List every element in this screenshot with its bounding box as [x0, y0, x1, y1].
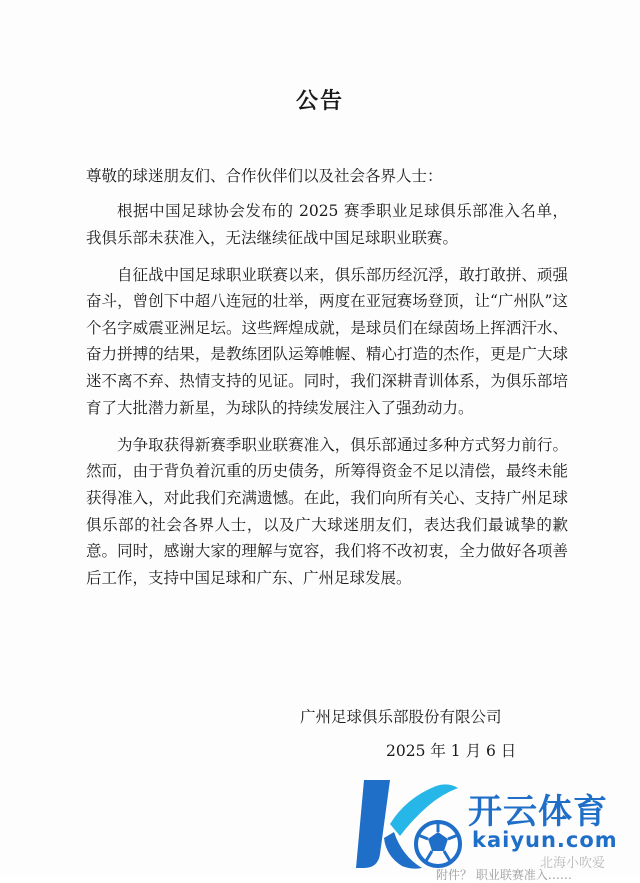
cropped-text: 附件？ 职业联赛准入……: [436, 868, 572, 882]
salutation: 尊敬的球迷朋友们、合作伙伴们以及社会各界人士：: [86, 167, 443, 185]
document-title: 公告: [295, 89, 344, 114]
kaiyun-logo-icon: [350, 772, 468, 877]
paragraph: 自征战中国足球职业联赛以来，俱乐部历经沉浮，敢打敢拼、顽强奋斗，曾创下中超八连冠的壮举，两度在亚冠赛场登顶，让“广州队”这个名字威震亚洲足坛。这些辉煌成就，是球员们在绿茵场上挥洒汗水、奋力拼搏的结果，是教练团队运筹帷幄、精心打造的杰作，更是广大球迷不离不弃、热情支持的见证。同时，我们深耕青训体系，为俱乐部培育了大批潜力新星，为球队的持续发展注入了强劲动力。: [86, 265, 568, 417]
author-watermark: 北海小吹爱: [540, 856, 606, 871]
document-body: [86, 198, 568, 602]
brand-name-cn: 开云体育: [468, 792, 608, 832]
document-date: 2025 年 1 月 6 日: [386, 742, 517, 760]
brand-domain: kaiyun.com: [472, 828, 618, 852]
paragraph: 为争取获得新赛季职业联赛准入，俱乐部通过多种方式努力前行。然而，由于背负着沉重的历史债务，所筹得资金不足以清偿，最终未能获得准入，对此我们充满遗憾。在此，我们向所有关心、支持广州足球俱乐部的社会各界人士，以及广大球迷朋友们，表达我们最诚挚的歉意。同时，感谢大家的理解与宽容，我们将不改初衷，全力做好各项善后工作，支持中国足球和广东、广州足球发展。: [86, 435, 568, 587]
paragraph: 根据中国足球协会发布的 2025 赛季职业足球俱乐部准入名单，我俱乐部未获准入，无法继续征战中国足球职业联赛。: [86, 202, 568, 247]
signature-company: 广州足球俱乐部股份有限公司: [300, 708, 502, 726]
